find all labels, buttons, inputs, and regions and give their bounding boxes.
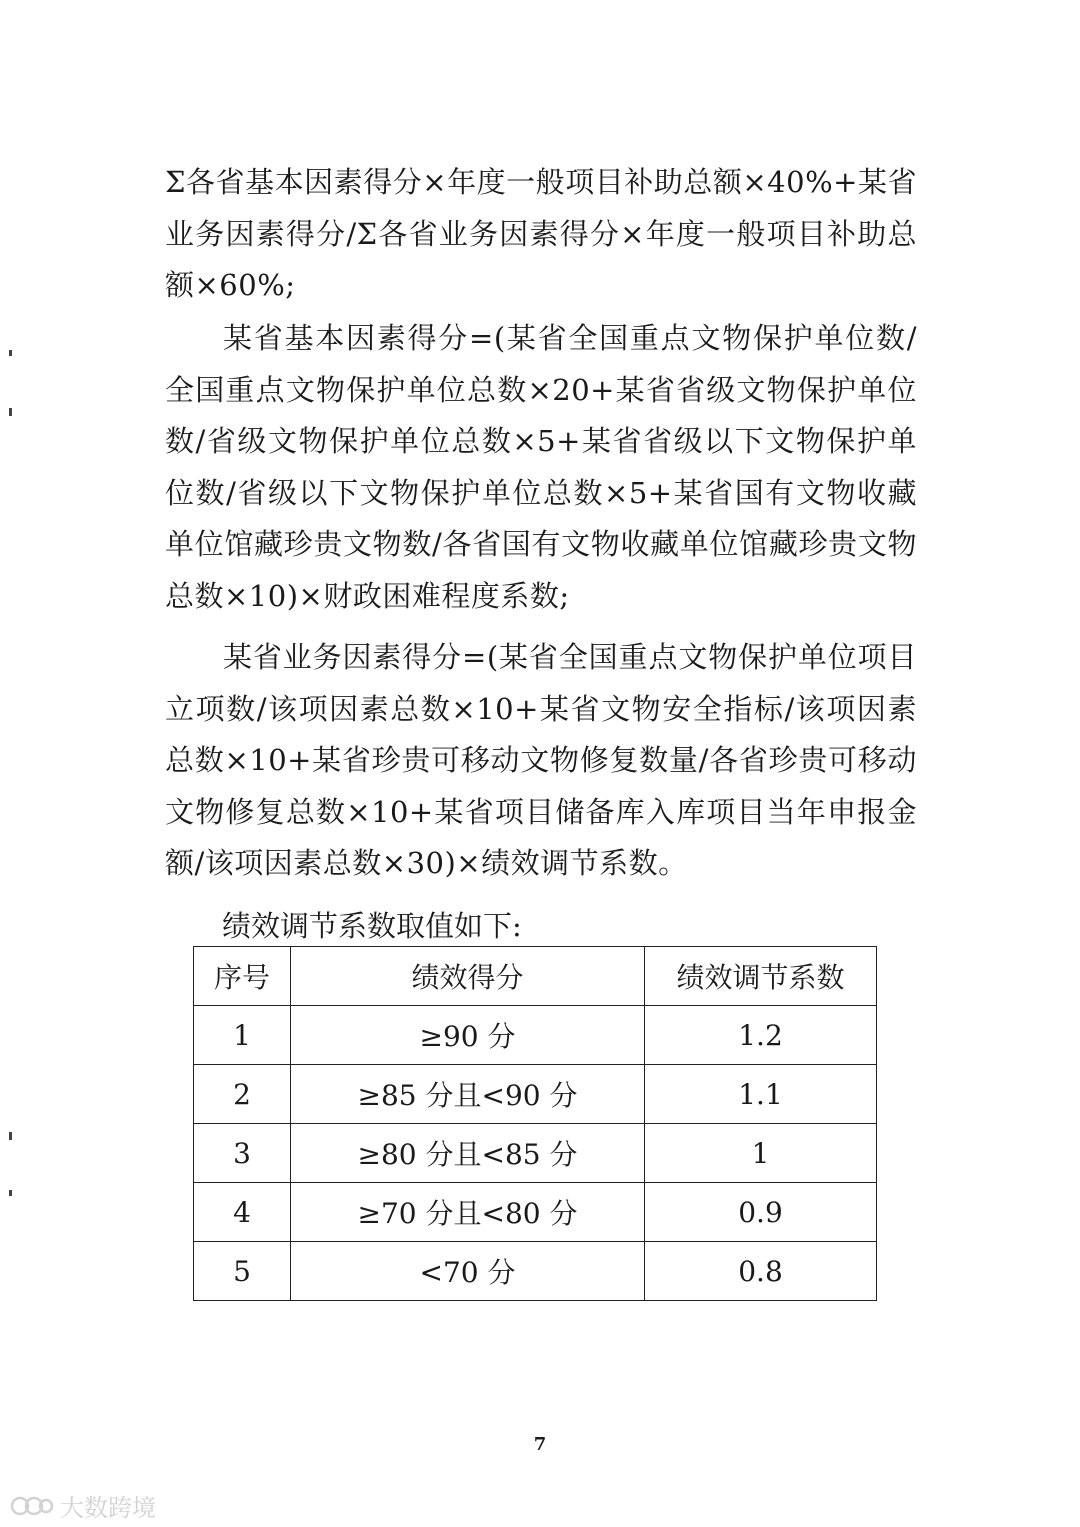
watermark-text: 大数跨境 (60, 1494, 156, 1522)
table-row (194, 1124, 877, 1183)
cell-coefficient: 1.1 (645, 1065, 877, 1124)
scan-mark (9, 350, 12, 356)
table-header-row (194, 947, 877, 1006)
table-row (194, 1006, 877, 1065)
cell-score: ≥80 分且<85 分 (291, 1124, 645, 1183)
header-index: 序号 (194, 947, 291, 1006)
cell-score: ≥90 分 (291, 1006, 645, 1065)
cell-index: 4 (194, 1183, 291, 1242)
watermark (10, 1488, 156, 1523)
cell-coefficient: 0.8 (645, 1242, 877, 1301)
header-performance-score: 绩效得分 (291, 947, 645, 1006)
scan-mark (9, 408, 12, 416)
table-row (194, 1242, 877, 1301)
scan-mark (9, 1132, 12, 1140)
page-number: 7 (533, 1434, 547, 1455)
cell-index: 5 (194, 1242, 291, 1301)
cell-score: ≥70 分且<80 分 (291, 1183, 645, 1242)
header-adjustment-coefficient: 绩效调节系数 (645, 947, 877, 1006)
cell-coefficient: 1.2 (645, 1006, 877, 1065)
scan-mark (9, 1190, 12, 1196)
cell-index: 2 (194, 1065, 291, 1124)
cell-coefficient: 0.9 (645, 1183, 877, 1242)
table-caption: 绩效调节系数取值如下: (222, 909, 522, 943)
formula-paragraph-allocation: Σ各省基本因素得分×年度一般项目补助总额×40%+某省业务因素得分/Σ各省业务因素得分×年度一般项目补助总额×60%; (165, 165, 917, 302)
cell-coefficient: 1 (645, 1124, 877, 1183)
formula-paragraph-business-factor: 某省业务因素得分=(某省全国重点文物保护单位项目立项数/该项因素总数×10+某省文物安全指标/该项因素总数×10+某省珍贵可移动文物修复数量/各省珍贵可移动文物修复总数×10+某省项目储备库入库项目当年申报金额/该项因素总数×30)×绩效调节系数。 (165, 640, 917, 880)
table-row (194, 1183, 877, 1242)
cell-score: <70 分 (291, 1242, 645, 1301)
cell-score: ≥85 分且<90 分 (291, 1065, 645, 1124)
cell-index: 3 (194, 1124, 291, 1183)
table-row (194, 1065, 877, 1124)
cell-index: 1 (194, 1006, 291, 1065)
cat-logo-icon (10, 1493, 54, 1519)
formula-paragraph-basic-factor: 某省基本因素得分=(某省全国重点文物保护单位数/全国重点文物保护单位总数×20+某省省级文物保护单位数/省级文物保护单位总数×5+某省省级以下文物保护单位数/省级以下文物保护单位总数×5+某省国有文物收藏单位馆藏珍贵文物数/各省国有文物收藏单位馆藏珍贵文物总数×10)×财政困难程度系数; (165, 321, 917, 613)
performance-coefficient-table (193, 946, 877, 1301)
